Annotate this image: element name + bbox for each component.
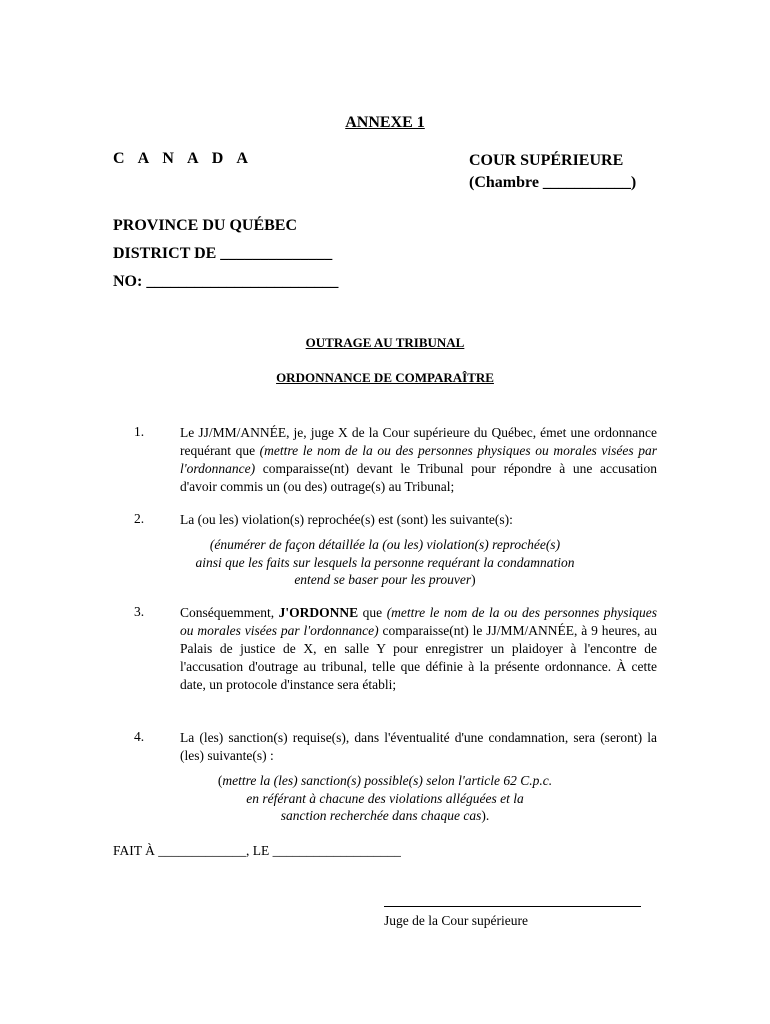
paragraph-2: La (ou les) violation(s) reprochée(s) est (sont) les suivante(s):: [180, 512, 513, 527]
paragraph-1-text-b: comparaisse(nt) devant le Tribunal pour répondre à une accusation d'avoir commis un (ou des) outrage(s) au Tribunal;: [180, 461, 657, 494]
paragraph-3-text-b: que: [358, 605, 387, 620]
item-number: 2.: [134, 511, 145, 526]
paragraph-3: [180, 604, 657, 694]
note-line-with-close: [150, 571, 620, 589]
place-date-line: FAIT À _____________, LE ___________________: [113, 843, 401, 858]
signature-line: [384, 906, 641, 907]
court-name: COUR SUPÉRIEURE: [469, 152, 624, 169]
note-line: sanction recherchée dans chaque cas: [280, 808, 482, 823]
item-number: 4.: [134, 729, 145, 744]
note-line-with-close: [150, 807, 620, 825]
province-label: PROVINCE DU QUÉBEC: [113, 217, 298, 234]
signature-label: Juge de la Cour supérieure: [384, 913, 528, 928]
paragraph-3-italic: (mettre le nom de la ou des personnes physiques ou morales visées par l'ordonnance): [180, 605, 658, 638]
paragraph-3-bold: J'ORDONNE: [278, 605, 359, 620]
note-line: entend se baser pour les prouver: [294, 572, 472, 587]
paragraph-4-note: [150, 772, 620, 825]
jurisdiction-block: [113, 212, 338, 296]
item-number: 3.: [134, 604, 145, 619]
paragraph-1-italic: (mettre le nom de la ou des personnes physiques ou morales visées par l'ordonnance): [180, 443, 657, 476]
note-line: ainsi que les faits sur lesquels la personne requérant la condamnation: [195, 554, 575, 570]
note-close-paren: ).: [481, 808, 490, 823]
district-label: DISTRICT DE ______________: [113, 245, 333, 262]
paragraph-1-text-a: Le JJ/MM/ANNÉE, je, juge X de la Cour supérieure du Québec, émet une ordonnance requérant que: [180, 425, 657, 458]
court-chamber: (Chambre ___________): [469, 174, 637, 191]
note-close-paren: ): [471, 572, 476, 587]
paragraph-2-note: [150, 536, 620, 589]
paragraph-4: La (les) sanction(s) requise(s), dans l'éventualité d'une condamnation, sera (seront) la (les) suivante(s) :: [180, 730, 657, 763]
country-label: C A N A D A: [113, 150, 253, 167]
annex-title: ANNEXE 1: [345, 114, 425, 131]
note-line: (énumérer de façon détaillée la (ou les) violation(s) reprochée(s): [209, 537, 561, 552]
paragraph-3-text-a: Conséquemment,: [180, 605, 279, 620]
note-open-paren: (: [217, 773, 223, 788]
note-line-with-open: [150, 772, 620, 790]
note-line: en référant à chacune des violations alléguées et la: [246, 790, 524, 806]
note-line: mettre la (les) sanction(s) possible(s) selon l'article 62 C.p.c.: [222, 773, 553, 788]
case-number: NO: ________________________: [113, 273, 339, 290]
court-block: [469, 150, 636, 194]
heading-outrage: OUTRAGE AU TRIBUNAL: [305, 335, 465, 350]
paragraph-3-text-c: comparaisse(nt) le JJ/MM/ANNÉE, à 9 heures, au Palais de justice de X, en salle Y pour enregistrer un plaidoyer à l'encontre de l'accusation d'outrage au tribunal, telle que définie à la présente ordonnance. À cette date, un protocole d'instance sera établi;: [180, 623, 657, 692]
item-number: 1.: [134, 424, 145, 439]
heading-ordonnance: ORDONNANCE DE COMPARAÎTRE: [276, 370, 494, 385]
paragraph-1: [180, 424, 657, 496]
